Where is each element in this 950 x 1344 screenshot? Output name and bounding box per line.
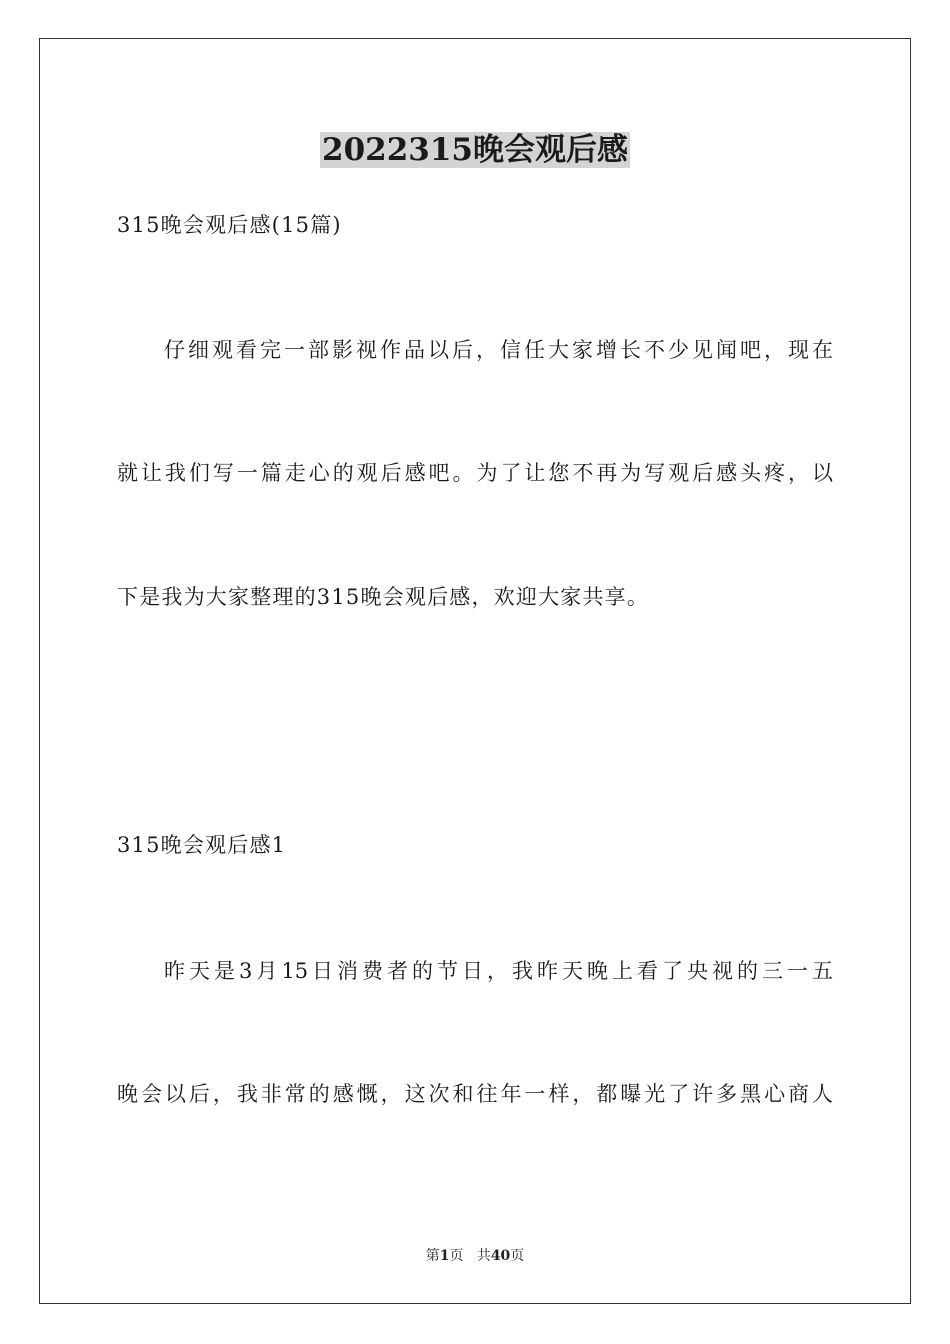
- footer-total-suffix: 页: [510, 1248, 525, 1264]
- paragraph-line: 仔细观看完一部影视作品以后，信任大家增长不少见闻吧，现在: [164, 338, 833, 362]
- document-subtitle: 315晚会观后感(15篇): [117, 213, 342, 237]
- paragraph-line: 晚会以后，我非常的感慨，这次和往年一样，都曝光了许多黑心商人: [117, 1082, 833, 1106]
- paragraph-line: 下是我为大家整理的315晚会观后感，欢迎大家共享。: [117, 585, 650, 609]
- footer-total-prefix: 共: [476, 1248, 491, 1264]
- document-title: [0, 128, 950, 172]
- footer-total-pages: 40: [490, 1248, 511, 1264]
- document-title-text: 2022315晚会观后感: [322, 132, 628, 168]
- paragraph-line: 昨天是3月15日消费者的节日，我昨天晚上看了央视的三一五: [164, 959, 833, 983]
- footer-page-prefix: 第: [425, 1248, 440, 1264]
- footer-page-suffix: 页: [449, 1248, 464, 1264]
- footer-page-number: 1: [439, 1248, 450, 1264]
- section-heading: 315晚会观后感1: [117, 833, 287, 857]
- paragraph-line: 就让我们写一篇走心的观后感吧。为了让您不再为写观后感头疼，以: [117, 461, 833, 485]
- page-footer: [0, 1246, 950, 1266]
